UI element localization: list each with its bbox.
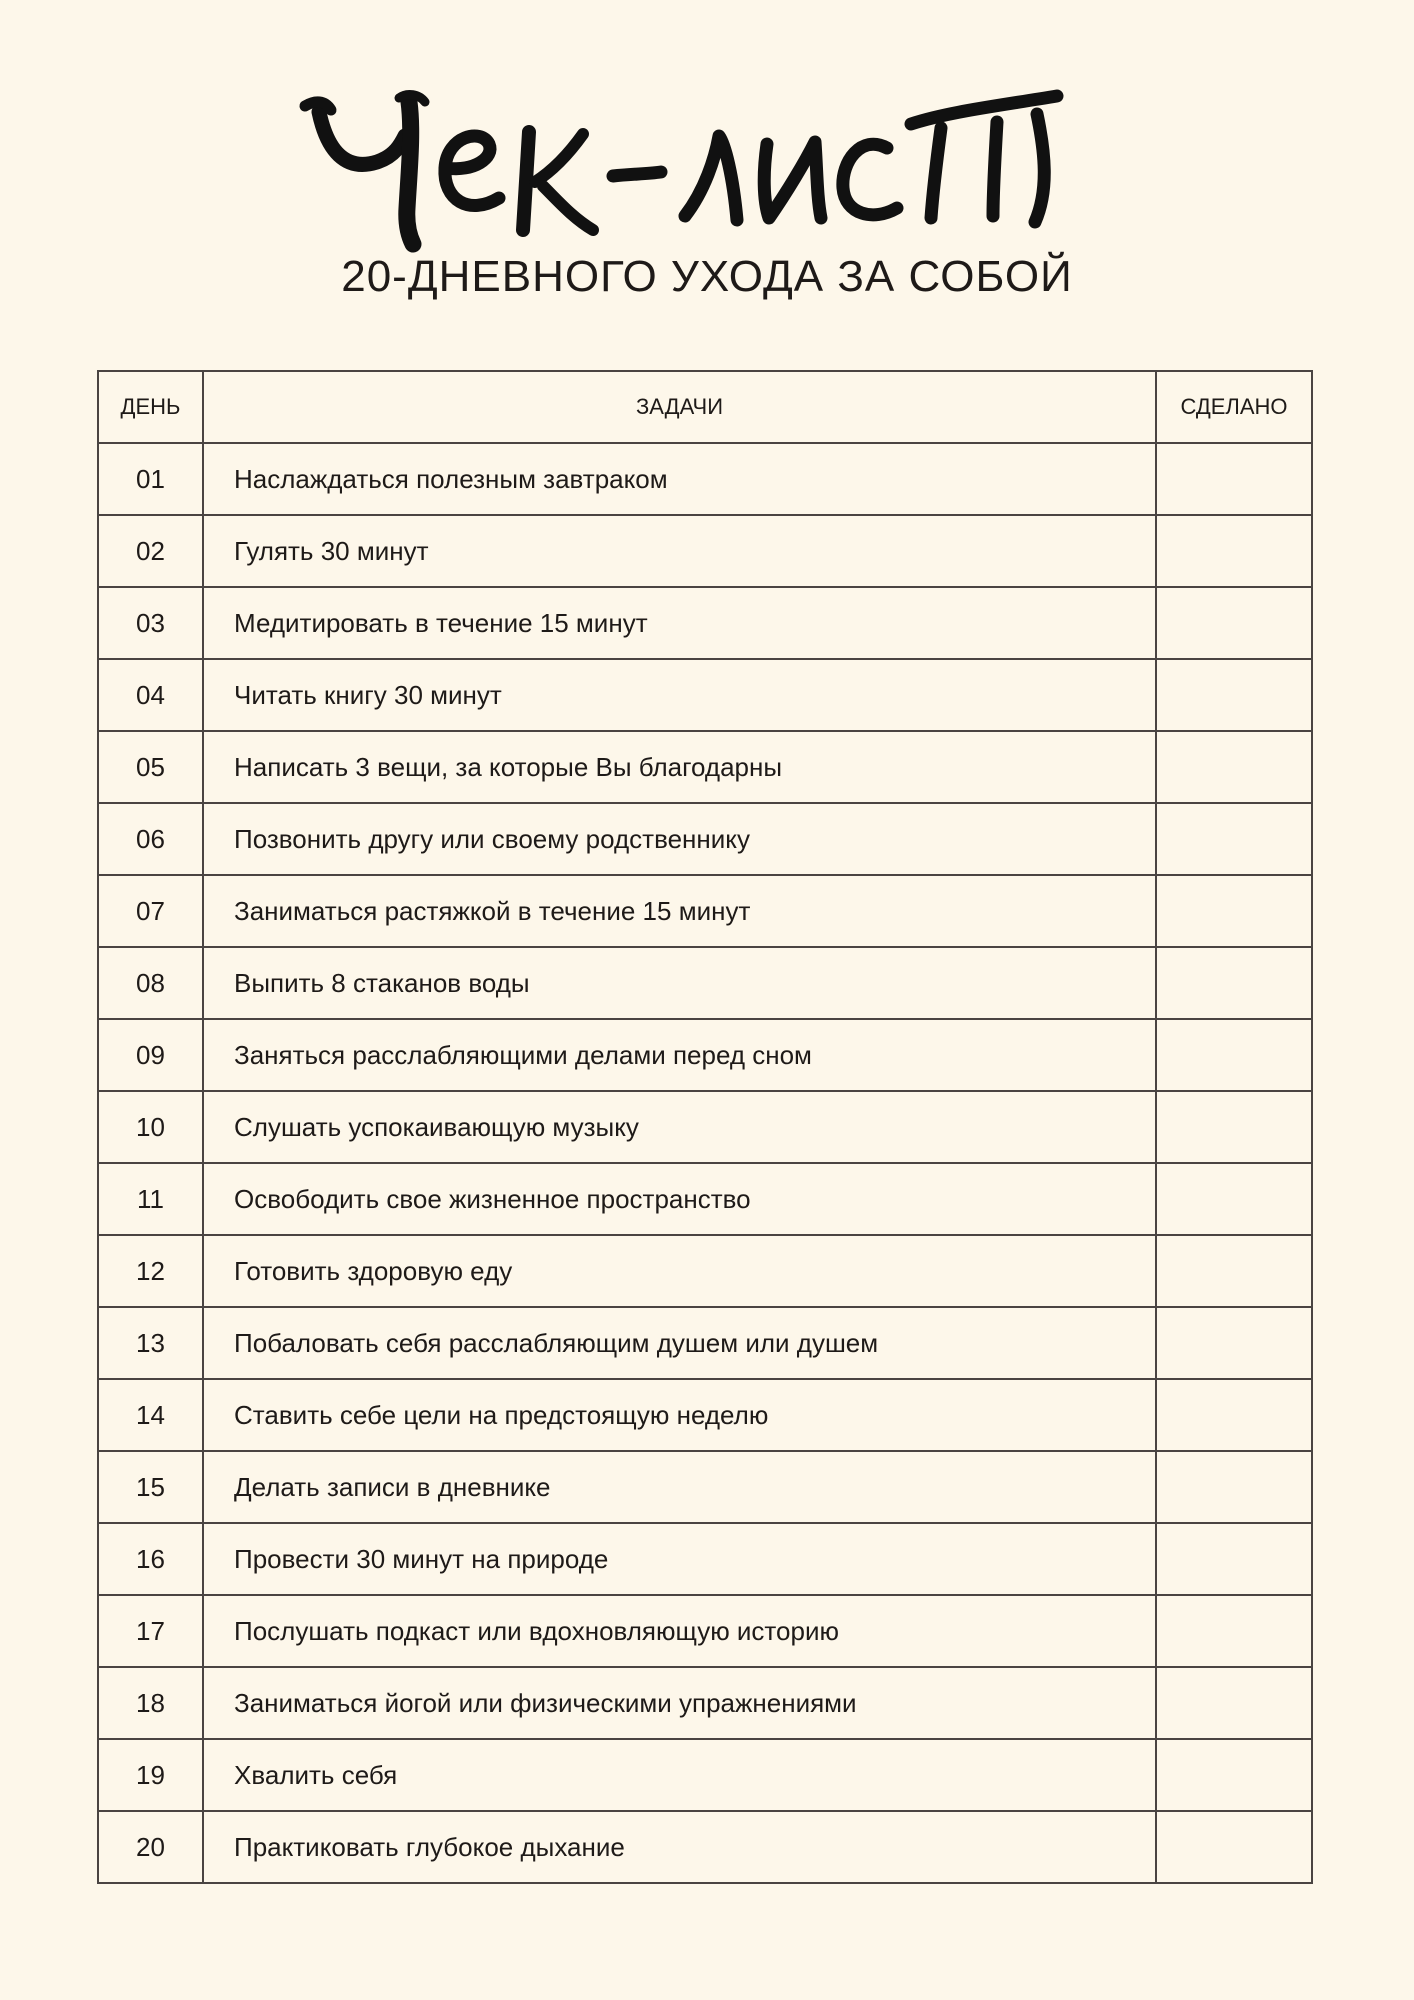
day-number: 20 [98,1811,203,1883]
done-checkbox-cell[interactable] [1156,1163,1312,1235]
table-row [98,1667,1312,1739]
done-checkbox-cell[interactable] [1156,1811,1312,1883]
table-row [98,731,1312,803]
header-done: СДЕЛАНО [1156,371,1312,443]
task-text: Делать записи в дневнике [203,1451,1156,1523]
day-number: 12 [98,1235,203,1307]
day-number: 04 [98,659,203,731]
day-number: 01 [98,443,203,515]
done-checkbox-cell[interactable] [1156,443,1312,515]
done-checkbox-cell[interactable] [1156,1307,1312,1379]
day-number: 10 [98,1091,203,1163]
done-checkbox-cell[interactable] [1156,1667,1312,1739]
done-checkbox-cell[interactable] [1156,515,1312,587]
day-number: 18 [98,1667,203,1739]
day-number: 06 [98,803,203,875]
task-text: Гулять 30 минут [203,515,1156,587]
task-text: Провести 30 минут на природе [203,1523,1156,1595]
table-row [98,803,1312,875]
done-checkbox-cell[interactable] [1156,947,1312,1019]
done-checkbox-cell[interactable] [1156,731,1312,803]
done-checkbox-cell[interactable] [1156,1091,1312,1163]
day-number: 17 [98,1595,203,1667]
done-checkbox-cell[interactable] [1156,875,1312,947]
day-number: 02 [98,515,203,587]
table-row [98,1019,1312,1091]
done-checkbox-cell[interactable] [1156,803,1312,875]
task-text: Практиковать глубокое дыхание [203,1811,1156,1883]
table-row [98,443,1312,515]
day-number: 11 [98,1163,203,1235]
page-subtitle: 20-ДНЕВНОГО УХОДА ЗА СОБОЙ [341,252,1073,301]
page-title [0,40,1414,260]
day-number: 19 [98,1739,203,1811]
table-row [98,1595,1312,1667]
day-number: 08 [98,947,203,1019]
table-row [98,1523,1312,1595]
table-row [98,875,1312,947]
done-checkbox-cell[interactable] [1156,1019,1312,1091]
day-number: 15 [98,1451,203,1523]
table-row [98,947,1312,1019]
done-checkbox-cell[interactable] [1156,659,1312,731]
task-text: Послушать подкаст или вдохновляющую историю [203,1595,1156,1667]
header-tasks: ЗАДАЧИ [203,371,1156,443]
done-checkbox-cell[interactable] [1156,1523,1312,1595]
done-checkbox-cell[interactable] [1156,1379,1312,1451]
table-row [98,659,1312,731]
table-header-row [98,371,1312,443]
task-text: Готовить здоровую еду [203,1235,1156,1307]
table-row [98,587,1312,659]
task-text: Заняться расслабляющими делами перед сном [203,1019,1156,1091]
table-row [98,1307,1312,1379]
header-day: ДЕНЬ [98,371,203,443]
task-text: Слушать успокаивающую музыку [203,1091,1156,1163]
task-text: Ставить себе цели на предстоящую неделю [203,1379,1156,1451]
task-text: Заниматься растяжкой в течение 15 минут [203,875,1156,947]
table-row [98,1379,1312,1451]
done-checkbox-cell[interactable] [1156,1235,1312,1307]
task-text: Выпить 8 стаканов воды [203,947,1156,1019]
table-row [98,1811,1312,1883]
done-checkbox-cell[interactable] [1156,1595,1312,1667]
task-text: Позвонить другу или своему родственнику [203,803,1156,875]
checklist-table [97,370,1313,1884]
task-text: Хвалить себя [203,1739,1156,1811]
task-text: Заниматься йогой или физическими упражнениями [203,1667,1156,1739]
table-row [98,1091,1312,1163]
task-text: Читать книгу 30 минут [203,659,1156,731]
table-row [98,1235,1312,1307]
brush-script-title [297,40,1117,260]
task-text: Освободить свое жизненное пространство [203,1163,1156,1235]
day-number: 05 [98,731,203,803]
done-checkbox-cell[interactable] [1156,587,1312,659]
task-text: Написать 3 вещи, за которые Вы благодарны [203,731,1156,803]
task-text: Побаловать себя расслабляющим душем или душем [203,1307,1156,1379]
table-row [98,1739,1312,1811]
day-number: 14 [98,1379,203,1451]
day-number: 03 [98,587,203,659]
done-checkbox-cell[interactable] [1156,1451,1312,1523]
day-number: 09 [98,1019,203,1091]
table-row [98,515,1312,587]
day-number: 16 [98,1523,203,1595]
table-row [98,1163,1312,1235]
task-text: Наслаждаться полезным завтраком [203,443,1156,515]
table-row [98,1451,1312,1523]
done-checkbox-cell[interactable] [1156,1739,1312,1811]
day-number: 13 [98,1307,203,1379]
task-text: Медитировать в течение 15 минут [203,587,1156,659]
day-number: 07 [98,875,203,947]
